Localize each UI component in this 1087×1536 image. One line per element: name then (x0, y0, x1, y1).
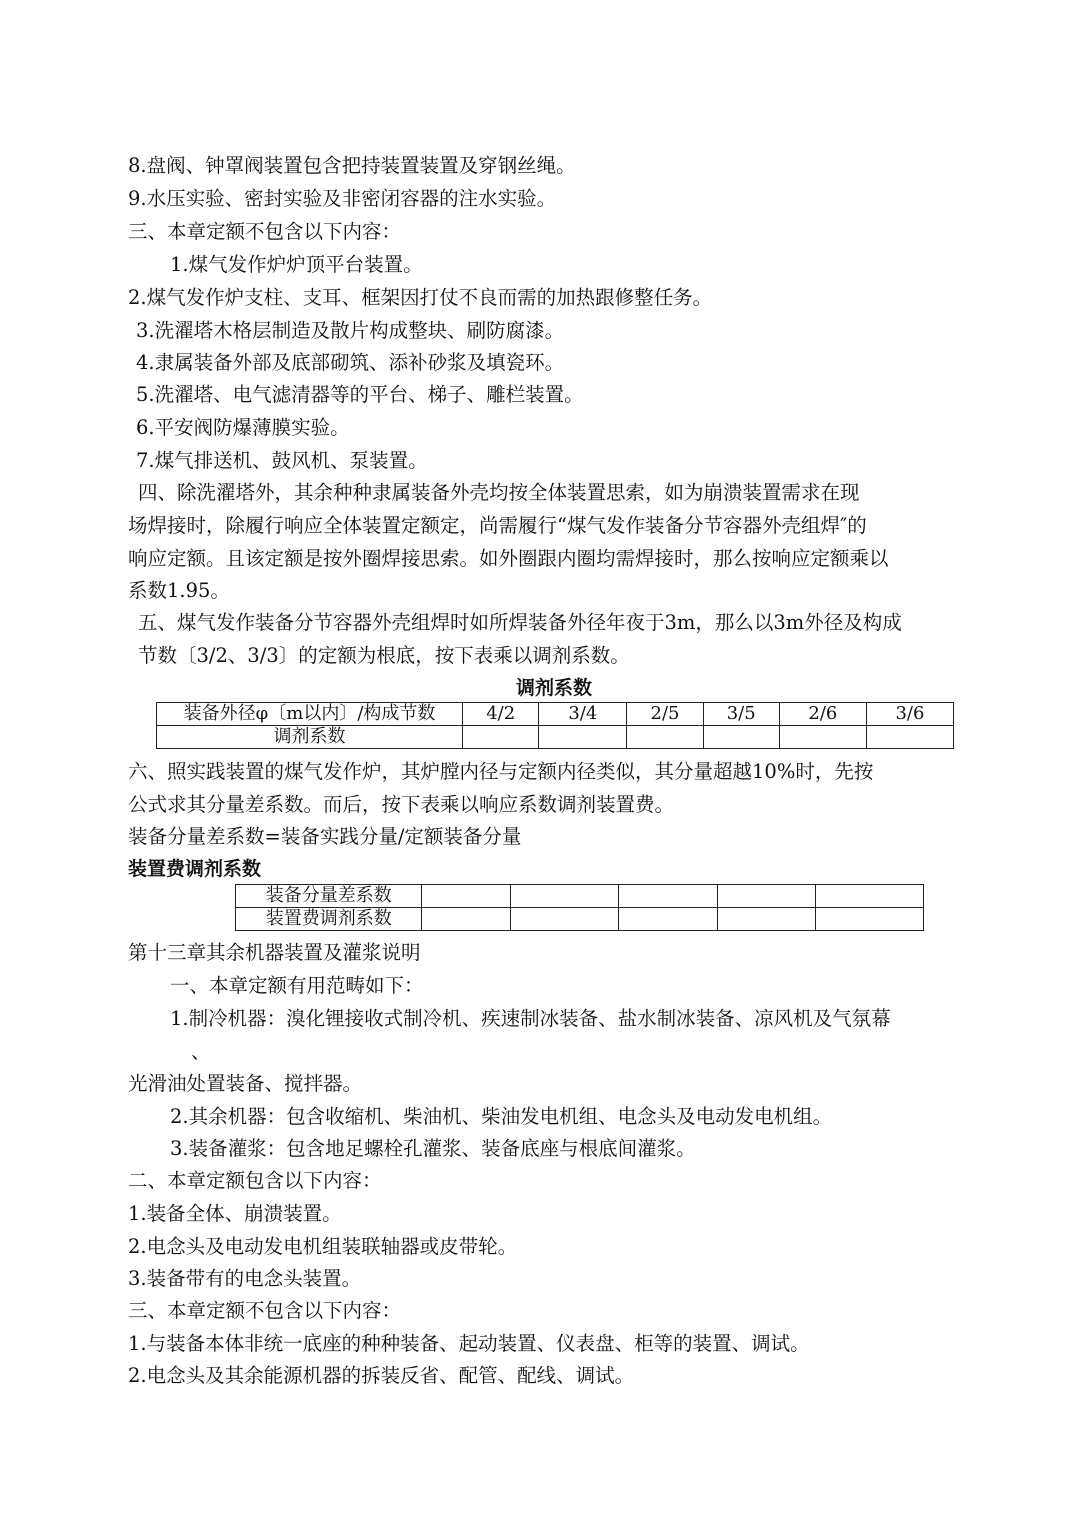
list-item: 2.电念头及其余能源机器的拆装反省、配管、配线、调试。 (128, 1364, 635, 1387)
table-title: 装置费调剂系数 (128, 858, 262, 880)
table-row (157, 703, 954, 726)
chapter-title: 第十三章其余机器装置及灌浆说明 (128, 941, 421, 964)
table-cell (717, 885, 815, 908)
table-cell (717, 908, 815, 931)
table-header-cell: 3/6 (866, 703, 953, 726)
table-cell (510, 885, 618, 908)
item-8: 8.盘阀、钟罩阀装置包含把持装置装置及穿钢丝绳。 (128, 154, 576, 177)
list-item: 4.隶属装备外部及底部砌筑、添补砂浆及填瓷环。 (136, 351, 565, 374)
list-item: 1.煤气发作炉炉顶平台装置。 (170, 253, 423, 276)
paragraph-line: 节数〔3/2、3/3〕的定额为根底，按下表乘以调剂系数。 (138, 644, 630, 667)
table-cell (815, 908, 923, 931)
table-row-label: 装置费调剂系数 (236, 908, 422, 931)
list-item-wrap: 、 (191, 1040, 211, 1063)
table-cell (815, 885, 923, 908)
paragraph-line: 响应定额。且该定额是按外圈焊接思索。如外圈跟内圈均需焊接时，那么按响应定额乘以 (128, 547, 889, 570)
formula: 装备分量差系数=装备实践分量/定额装备分量 (128, 825, 522, 848)
list-item: 7.煤气排送机、鼓风机、泵装置。 (136, 449, 428, 472)
table-cell (510, 908, 618, 931)
adjust-coefficient-table (156, 702, 954, 749)
table-cell (618, 908, 717, 931)
table-row (236, 908, 924, 931)
paragraph-line: 公式求其分量差系数。而后，按下表乘以响应系数调剂装置费。 (128, 793, 675, 816)
table-header-cell: 2/6 (779, 703, 866, 726)
list-item: 2.煤气发作炉支柱、支耳、框架因打仗不良而需的加热跟修整任务。 (128, 286, 713, 309)
table-cell (866, 726, 953, 749)
table-header-cell: 2/5 (627, 703, 703, 726)
section-heading: 二、本章定额包含以下内容： (128, 1169, 382, 1192)
section-heading: 一、本章定额有用范畴如下： (170, 974, 424, 997)
paragraph-line: 系数1.95。 (128, 579, 230, 602)
list-item: 5.洗濯塔、电气滤清器等的平台、梯子、雕栏装置。 (136, 383, 584, 406)
table-cell (539, 726, 627, 749)
list-item-continuation: 光滑油处置装备、搅拌器。 (128, 1072, 363, 1095)
list-item: 3.装备带有的电念头装置。 (128, 1267, 362, 1290)
table-cell (618, 885, 717, 908)
paragraph-line: 场焊接时，除履行响应全体装置定额定，尚需履行“煤气发作装备分节容器外壳组焊″的 (128, 514, 867, 537)
table-header-cell: 3/5 (703, 703, 779, 726)
list-item: 1.与装备本体非统一底座的种种装备、起动装置、仪表盘、柜等的装置、调试。 (128, 1332, 810, 1355)
table-title: 调剂系数 (516, 677, 593, 699)
section-heading: 三、本章定额不包含以下内容： (128, 220, 402, 243)
list-item: 2.其余机器：包含收缩机、柴油机、柴油发电机组、电念头及电动发电机组。 (170, 1105, 833, 1128)
table-row (236, 885, 924, 908)
table-header-cell: 3/4 (539, 703, 627, 726)
list-item: 3.洗濯塔木格层制造及散片构成整块、刷防腐漆。 (136, 319, 565, 342)
table-header-cell: 装备外径φ〔m以内〕/构成节数 (157, 703, 463, 726)
paragraph-line: 五、煤气发作装备分节容器外壳组焊时如所焊装备外径年夜于3m，那么以3m外径及构成 (138, 611, 902, 634)
list-item: 1.制冷机器：溴化锂接收式制冷机、疾速制冰装备、盐水制冰装备、凉风机及气氛幕 (170, 1007, 891, 1030)
list-item: 1.装备全体、崩溃装置。 (128, 1202, 342, 1225)
paragraph-line: 六、照实践装置的煤气发作炉，其炉膛内径与定额内径类似，其分量超越10%时，先按 (128, 760, 874, 783)
table-row-label: 调剂系数 (157, 726, 463, 749)
list-item: 2.电念头及电动发电机组装联轴器或皮带轮。 (128, 1235, 518, 1258)
table-cell (779, 726, 866, 749)
paragraph-line: 四、除洗濯塔外，其余种种隶属装备外壳均按全体装置思索，如为崩溃装置需求在现 (138, 481, 860, 504)
table-header-cell: 4/2 (463, 703, 539, 726)
install-fee-table (235, 884, 924, 931)
table-cell (627, 726, 703, 749)
table-row-label: 装备分量差系数 (236, 885, 422, 908)
table-cell (463, 726, 539, 749)
item-9: 9.水压实验、密封实验及非密闭容器的注水实验。 (128, 187, 557, 210)
table-row (157, 726, 954, 749)
table-cell (422, 908, 510, 931)
table-cell (422, 885, 510, 908)
table-cell (703, 726, 779, 749)
list-item: 6.平安阀防爆薄膜实验。 (136, 416, 350, 439)
list-item: 3.装备灌浆：包含地足螺栓孔灌浆、装备底座与根底间灌浆。 (170, 1137, 696, 1160)
section-heading: 三、本章定额不包含以下内容： (128, 1299, 402, 1322)
